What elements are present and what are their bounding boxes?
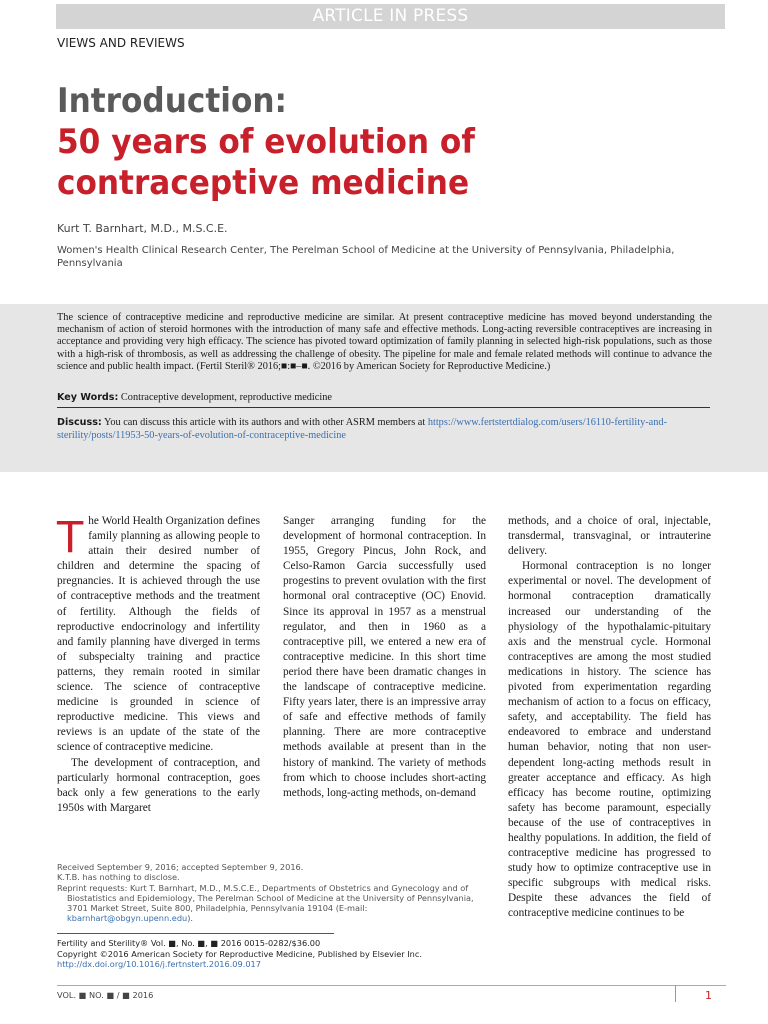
drop-cap: T	[57, 513, 84, 563]
title-line-3: contraceptive medicine	[57, 163, 470, 202]
article-in-press-banner: ARTICLE IN PRESS	[56, 4, 725, 29]
author-affiliation: Women's Health Clinical Research Center, The Perelman School of Medicine at the University of Pennsylvania, Philadelphia, Pennsylvania	[57, 245, 675, 269]
footnote-divider	[57, 933, 334, 934]
reprint-requests	[57, 883, 487, 924]
paragraph: methods, and a choice of oral, injectable, transdermal, transvaginal, or intrauterine delivery.	[508, 515, 711, 558]
body-column-3	[508, 514, 711, 922]
doi-link[interactable]: http://dx.doi.org/10.1016/j.fertnstert.2016.09.017	[57, 959, 261, 970]
copyright: Copyright ©2016 American Society for Reproductive Medicine, Published by Elsevier Inc.	[57, 948, 422, 959]
email-link[interactable]: kbarnhart@obgyn.upenn.edu	[67, 913, 188, 924]
paragraph: Hormonal contraception is no longer experimental or novel. The development of hormonal contraception dramatically increased our understanding of the physiology of the hypothalamic-pituitary axis and the menstrual cycle. Hormonal contraceptives are among the most studied medications in history. The science has pivoted from experimentation regarding mechanism of action to a focus on efficacy, safety, and acceptability. The field has endeavored to embrace and understand human behavior, noting that non user-dependent long-acting methods result in greater acceptance and efficacy. As high efficacy has become routine, optimizing safety has become paramount, especially because of the use of contraceptives in healthy populations. In addition, the field of contraceptive medicine has progressed to study how to optimize contraceptive use in specific subgroups with medical risks. Despite these advances the field of contraceptive medicine continues to be	[508, 560, 711, 920]
abstract-text: The science of contraceptive medicine and reproductive medicine are similar. At present contraceptive medicine has moved beyond understanding the mechanism of action of steroid hormones with the introduction of many safe and effective methods. Long-acting reversible contraceptives are increasing in acceptance and providing very high efficacy. The science has pivoted toward optimization of family planning in selected high-risk populations, such as those with a high-risk of thrombosis, as well as addressing the challenge of obesity. The pipeline for male and female related methods will continue to advance the science and public health impact. (Fertil Steril® 2016;■:■–■. ©2016 by American Society for Reproductive Medicine.)	[57, 312, 712, 372]
article-title	[57, 80, 671, 203]
journal-info	[57, 938, 497, 970]
abstract-divider	[57, 407, 710, 408]
footer-divider	[675, 985, 676, 1002]
keywords-label: Key Words:	[57, 392, 119, 403]
discuss-text: You can discuss this article with its authors and with other ASRM members at	[103, 417, 426, 428]
footer-volume: VOL. ■ NO. ■ / ■ 2016	[57, 990, 154, 1000]
paragraph: The development of contraception, and particularly hormonal contraception, goes back only a few generations to the early 1950s with Margaret	[57, 756, 260, 814]
discuss-block	[57, 416, 712, 442]
article-footnotes	[57, 862, 487, 924]
footer-rule	[57, 985, 726, 986]
title-line-1: Introduction:	[57, 81, 288, 120]
reprint-text: Reprint requests: Kurt T. Barnhart, M.D., M.S.C.E., Departments of Obstetrics and Gynecology and of Biostatistics and Epidemiology, The Perelman School of Medicine at the University of Pennsylvania, 3701 Market Street, Suite 800, Philadelphia, Pennsylvania 19104 (E-mail:	[57, 882, 474, 914]
paragraph-text: he World Health Organization defines family planning as allowing people to attain their desired number of children and determine the spacing of pregnancies. It is achieved through the use of contraceptive methods and the treatment of fertility. Although the fields of reproductive endocrinology and infertility and family planning have diverged in terms of subspecialty training and practice patterns, they remain rooted in similar science. The science of contraceptive medicine is grounded in science of reproductive medicine. This views and reviews is an update of the state of the science of contraceptive medicine.	[57, 515, 260, 754]
received-date: Received September 9, 2016; accepted September 9, 2016.	[57, 862, 304, 872]
reprint-end: ).	[187, 913, 194, 924]
title-line-2: 50 years of evolution of	[57, 122, 475, 161]
page-number: 1	[705, 989, 712, 1002]
body-column-2	[283, 514, 486, 801]
paragraph	[57, 514, 260, 756]
keywords	[57, 391, 712, 404]
paragraph: Sanger arranging funding for the development of hormonal contraception. In 1955, Gregory Pincus, John Rock, and Celso-Ramon Garcia successfully used progestins to prevent ovulation with the first hormonal oral contraceptive (OC) Enovid. Since its approval in 1957 as a menstrual regulator, and then in 1960 as a contraceptive pill, we entered a new era of contraceptive medicine. In this short time period there have been dramatic changes in the landscape of contraceptive medicine. Fifty years later, there is an impressive array of safe and effective methods of family planning. There are more contraceptive methods available at present than in the history of mankind. The variety of methods from which to choose includes short-acting methods, long-acting methods, on-demand	[283, 515, 486, 799]
section-label: VIEWS AND REVIEWS	[57, 36, 185, 50]
discuss-label: Discuss:	[57, 417, 102, 428]
disclosure: K.T.B. has nothing to disclose.	[57, 872, 180, 883]
author-name: Kurt T. Barnhart, M.D., M.S.C.E.	[57, 222, 228, 235]
discuss-link[interactable]: https://www.fertstertdialog.com/users/16110-fertility-and-sterility/posts/11953-50-years-of-evolution-of-contraceptive-medicine	[57, 417, 667, 441]
journal-citation: Fertility and Sterility® Vol. ■, No. ■, ■ 2016 0015-0282/$36.00	[57, 938, 321, 948]
keywords-text: Contraceptive development, reproductive medicine	[120, 392, 332, 403]
body-column-1	[57, 514, 260, 816]
